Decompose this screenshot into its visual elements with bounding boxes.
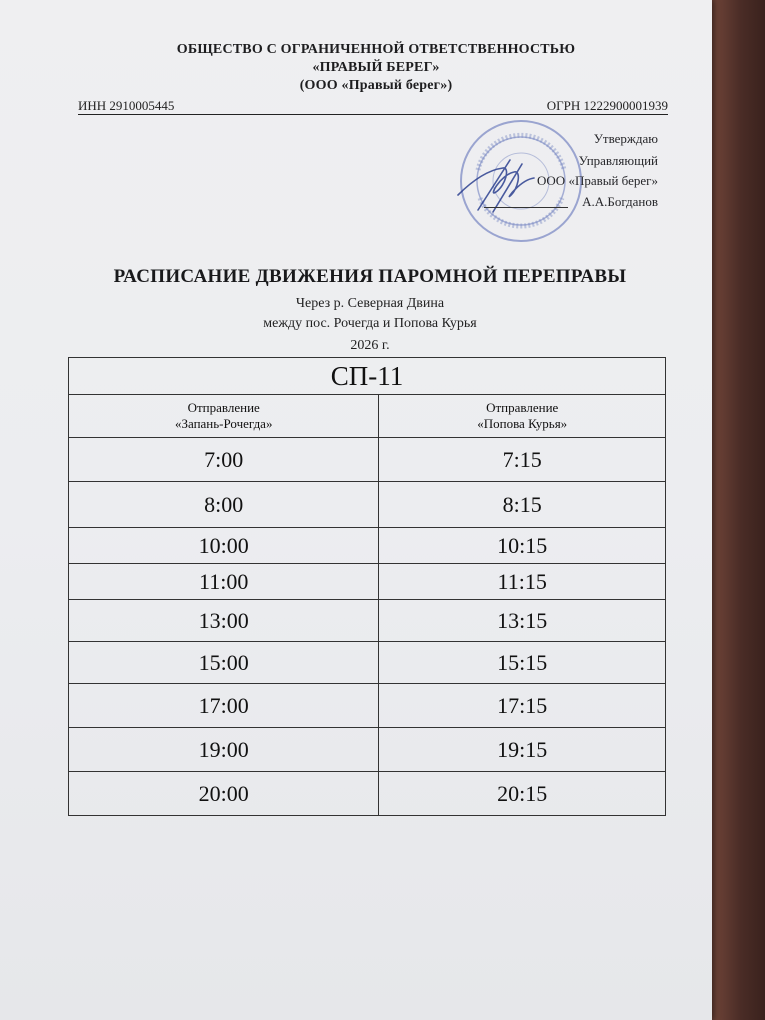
schedule-row (69, 684, 666, 728)
col-header-popova-line1: Отправление (486, 400, 559, 415)
col-header-popova-line2: «Попова Курья» (477, 416, 568, 431)
inn-number: ИНН 2910005445 (78, 98, 175, 113)
departure-zapan-time: 7:00 (69, 438, 379, 482)
departure-popova-time: 15:15 (379, 642, 666, 684)
departure-zapan-time: 10:00 (69, 528, 379, 564)
document-title: РАСПИСАНИЕ ДВИЖЕНИЯ ПАРОМНОЙ ПЕРЕПРАВЫ (113, 266, 627, 287)
departure-popova-time: 8:15 (379, 482, 666, 528)
approver-position: Управляющий (578, 153, 658, 168)
departure-popova-time: 13:15 (379, 600, 666, 642)
header-row (69, 395, 666, 438)
departure-zapan-time: 8:00 (69, 482, 379, 528)
schedule-row (69, 600, 666, 642)
schedule-row (69, 564, 666, 600)
departure-popova-time: 19:15 (379, 728, 666, 772)
col-header-popova (379, 395, 666, 438)
schedule-row (69, 642, 666, 684)
departure-popova-time: 17:15 (379, 684, 666, 728)
departure-zapan-time: 19:00 (69, 728, 379, 772)
departure-zapan-time: 11:00 (69, 564, 379, 600)
approver-company: ООО «Правый берег» (537, 173, 658, 188)
col-header-zapan-line1: Отправление (187, 400, 260, 415)
col-header-zapan (69, 395, 379, 438)
departure-popova-time: 20:15 (379, 772, 666, 816)
org-name-line3: (ООО «Правый берег») (299, 78, 453, 93)
approve-label: Утверждаю (593, 131, 658, 146)
ogrn-number: ОГРН 1222900001939 (546, 98, 668, 113)
schedule-row (69, 438, 666, 482)
river-subtitle: Через р. Северная Двина (295, 296, 445, 311)
route-number: СП-11 (69, 358, 666, 395)
signature-line (484, 207, 568, 208)
year-label: 2026 г. (350, 338, 390, 353)
departure-zapan-time: 15:00 (69, 642, 379, 684)
schedule-row (69, 528, 666, 564)
departure-zapan-time: 20:00 (69, 772, 379, 816)
org-name-line1: ОБЩЕСТВО С ОГРАНИЧЕННОЙ ОТВЕТСТВЕННОСТЬЮ (176, 42, 576, 57)
departure-zapan-time: 17:00 (69, 684, 379, 728)
requisites-line (78, 96, 668, 115)
route-subtitle: между пос. Рочегда и Попова Курья (263, 316, 477, 331)
schedule-row (69, 728, 666, 772)
route-row (69, 358, 666, 395)
schedule-row (69, 772, 666, 816)
departure-zapan-time: 13:00 (69, 600, 379, 642)
departure-popova-time: 7:15 (379, 438, 666, 482)
schedule-row (69, 482, 666, 528)
departure-popova-time: 10:15 (379, 528, 666, 564)
col-header-zapan-line2: «Запань-Рочегда» (174, 416, 273, 431)
org-name-line2: «ПРАВЫЙ БЕРЕГ» (312, 60, 440, 75)
departure-popova-time: 11:15 (379, 564, 666, 600)
schedule-table (68, 357, 666, 816)
approver-name: А.А.Богданов (582, 194, 658, 209)
